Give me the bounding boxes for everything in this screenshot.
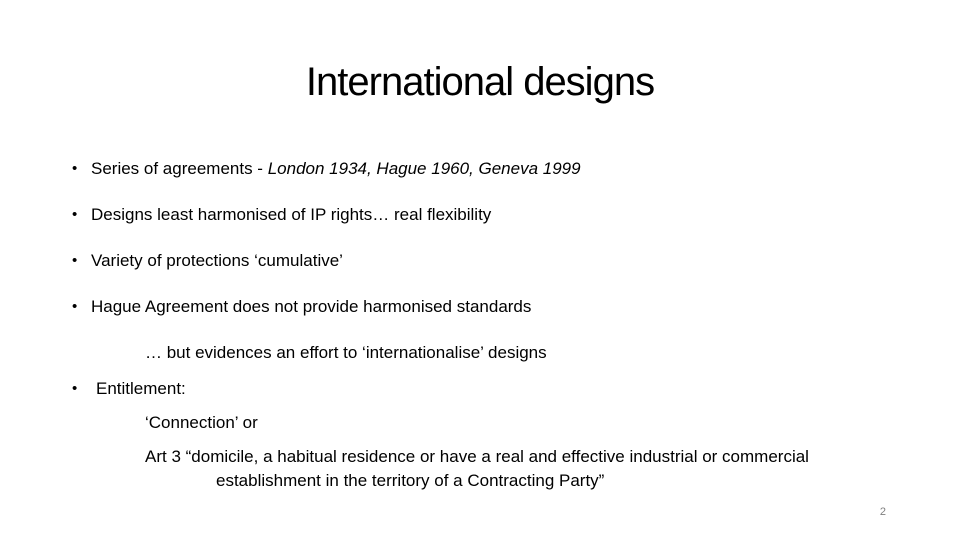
bullet-1-marker: • <box>72 160 78 177</box>
bullet-5-marker: • <box>72 380 78 397</box>
bullet-5-subtext-2: Art 3 “domicile, a habitual residence or have a real and effective industrial or commercial <box>145 447 809 466</box>
bullet-5-subtext-2-continued: establishment in the territory of a Contracting Party” <box>216 471 605 490</box>
bullet-1-label: Series of agreements - <box>91 159 268 178</box>
bullet-5-subtext-1: ‘Connection’ or <box>145 413 258 432</box>
bullet-5-text: Entitlement: <box>96 379 186 398</box>
slide-title: International designs <box>305 60 655 104</box>
bullet-2-text: Designs least harmonised of IP rights… real flexibility <box>91 205 492 224</box>
bullet-3-marker: • <box>72 252 78 269</box>
page-number: 2 <box>879 506 886 518</box>
bullet-1-text <box>91 158 581 180</box>
bullet-1-italic: London 1934, Hague 1960, Geneva 1999 <box>267 159 581 178</box>
bullet-3-text: Variety of protections ‘cumulative’ <box>91 251 343 270</box>
bullet-2-marker: • <box>72 206 78 223</box>
bullet-4-marker: • <box>72 298 78 315</box>
bullet-4-subtext: … but evidences an effort to ‘internationalise’ designs <box>145 343 547 362</box>
bullet-4-text: Hague Agreement does not provide harmonised standards <box>91 297 532 316</box>
